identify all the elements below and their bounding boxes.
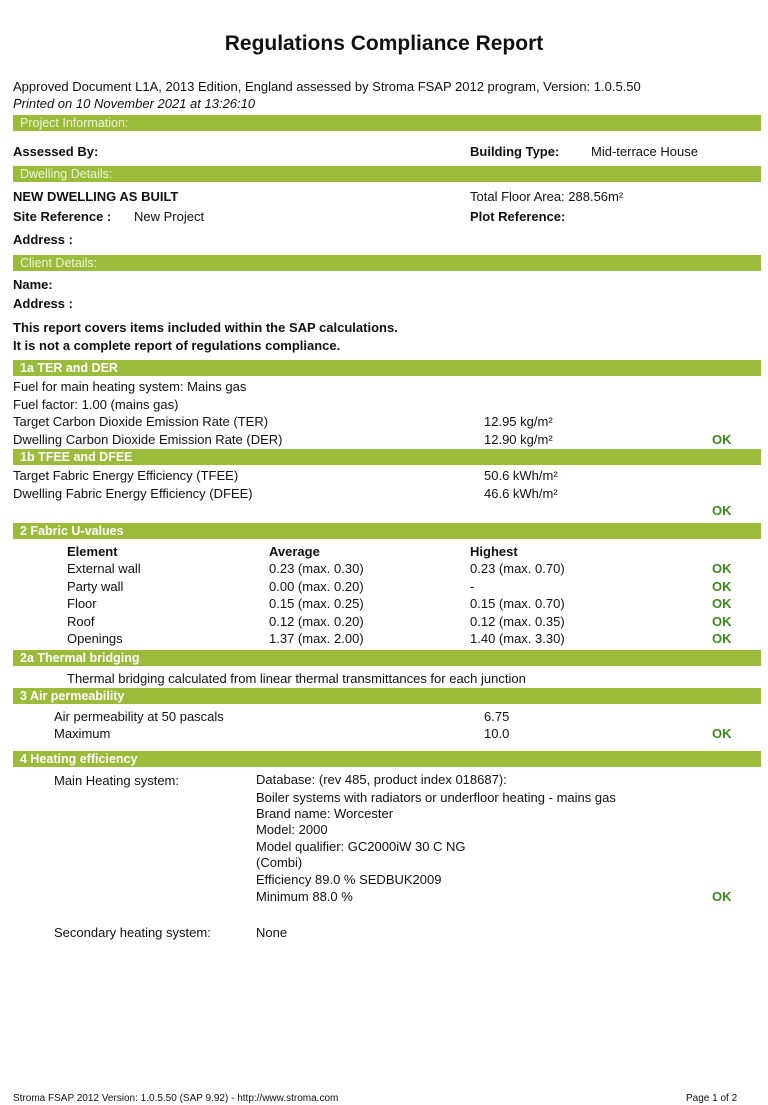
fabric-row-status: OK (712, 631, 732, 646)
heating-detail-line: Model: 2000 (256, 822, 328, 837)
dwelling-name: NEW DWELLING AS BUILT (13, 189, 179, 204)
fabric-row-status: OK (712, 614, 732, 629)
air-permeability-label: Air permeability at 50 pascals (54, 709, 224, 724)
tfee-value: 50.6 kWh/m² (484, 468, 558, 483)
fabric-row-highest: 0.12 (max. 0.35) (470, 614, 565, 629)
fabric-header-element: Element (67, 544, 118, 559)
fabric-row-status: OK (712, 579, 732, 594)
heating-detail-line: Model qualifier: GC2000iW 30 C NG (256, 839, 466, 854)
printed-date: Printed on 10 November 2021 at 13:26:10 (13, 96, 256, 111)
heating-detail-line: Database: (rev 485, product index 018687): (256, 772, 507, 787)
fabric-row-highest: 1.40 (max. 3.30) (470, 631, 565, 646)
ter-value: 12.95 kg/m² (484, 414, 553, 429)
fabric-header-average: Average (269, 544, 320, 559)
dwelling-address-label: Address : (13, 232, 73, 247)
site-reference-value: New Project (134, 209, 205, 224)
fuel-factor: Fuel factor: 1.00 (mains gas) (13, 397, 179, 412)
fabric-header-highest: Highest (470, 544, 518, 559)
section-heating-efficiency: 4 Heating efficiency (13, 751, 761, 767)
plot-reference-label: Plot Reference: (470, 209, 566, 224)
section-tfee-dfee: 1b TFEE and DFEE (13, 449, 761, 465)
building-type-value: Mid-terrace House (591, 144, 698, 159)
report-title: Regulations Compliance Report (224, 32, 544, 55)
fabric-row-element: Party wall (67, 579, 124, 594)
heating-detail-line: Brand name: Worcester (256, 806, 394, 821)
section-fabric-u-values: 2 Fabric U-values (13, 523, 761, 539)
tfee-label: Target Fabric Energy Efficiency (TFEE) (13, 468, 239, 483)
tfee-dfee-status: OK (712, 503, 732, 518)
dfee-label: Dwelling Fabric Energy Efficiency (DFEE) (13, 486, 253, 501)
section-project-information: Project Information: (13, 115, 761, 131)
secondary-heating-label: Secondary heating system: (54, 925, 211, 940)
client-name-label: Name: (13, 277, 53, 292)
ter-der-status: OK (712, 432, 732, 447)
fabric-row-status: OK (712, 596, 732, 611)
heating-detail-line: (Combi) (256, 855, 303, 870)
heating-status: OK (712, 889, 732, 904)
report-note-line-1: This report covers items included within the SAP calculations. (13, 320, 398, 335)
fuel-main-heating: Fuel for main heating system: Mains gas (13, 379, 247, 394)
fabric-row-element: Openings (67, 631, 123, 646)
fabric-row-element: External wall (67, 561, 141, 576)
fabric-row-element: Roof (67, 614, 95, 629)
secondary-heating-value: None (256, 925, 288, 940)
air-maximum-label: Maximum (54, 726, 111, 741)
section-thermal-bridging: 2a Thermal bridging (13, 650, 761, 666)
section-ter-der: 1a TER and DER (13, 360, 761, 376)
fabric-row-average: 0.15 (max. 0.25) (269, 596, 364, 611)
fabric-row-average: 0.12 (max. 0.20) (269, 614, 364, 629)
footer-software-version: Stroma FSAP 2012 Version: 1.0.5.50 (SAP 9.92) - http://www.stroma.com (13, 1093, 339, 1104)
air-permeability-status: OK (712, 726, 732, 741)
section-client-details: Client Details: (13, 255, 761, 271)
air-permeability-value: 6.75 (484, 709, 510, 724)
ter-label: Target Carbon Dioxide Emission Rate (TER) (13, 414, 269, 429)
section-air-permeability: 3 Air permeability (13, 688, 761, 704)
fabric-row-status: OK (712, 561, 732, 576)
client-address-label: Address : (13, 296, 73, 311)
approved-document-line: Approved Document L1A, 2013 Edition, England assessed by Stroma FSAP 2012 program, Version: 1.0.5.50 (13, 79, 641, 94)
total-floor-area: Total Floor Area: 288.56m² (470, 189, 624, 204)
footer-page-number: Page 1 of 2 (686, 1093, 738, 1104)
building-type-label: Building Type: (470, 144, 560, 159)
report-note-line-2: It is not a complete report of regulations compliance. (13, 338, 341, 353)
der-value: 12.90 kg/m² (484, 432, 553, 447)
heating-detail-line: Minimum 88.0 % (256, 889, 353, 904)
main-heating-label: Main Heating system: (54, 773, 179, 788)
site-reference-label: Site Reference : (13, 209, 112, 224)
fabric-row-highest: - (470, 579, 475, 594)
fabric-row-highest: 0.23 (max. 0.70) (470, 561, 565, 576)
air-maximum-value: 10.0 (484, 726, 510, 741)
fabric-row-average: 1.37 (max. 2.00) (269, 631, 364, 646)
fabric-row-average: 0.00 (max. 0.20) (269, 579, 364, 594)
heating-detail-line: Boiler systems with radiators or underfloor heating - mains gas (256, 790, 616, 805)
fabric-row-average: 0.23 (max. 0.30) (269, 561, 364, 576)
dfee-value: 46.6 kWh/m² (484, 486, 558, 501)
der-label: Dwelling Carbon Dioxide Emission Rate (DER) (13, 432, 283, 447)
section-dwelling-details: Dwelling Details: (13, 166, 761, 182)
fabric-row-highest: 0.15 (max. 0.70) (470, 596, 565, 611)
fabric-row-element: Floor (67, 596, 97, 611)
thermal-bridging-text: Thermal bridging calculated from linear thermal transmittances for each junction (67, 671, 526, 686)
heating-detail-line: Efficiency 89.0 % SEDBUK2009 (256, 872, 442, 887)
assessed-by-label: Assessed By: (13, 144, 99, 159)
